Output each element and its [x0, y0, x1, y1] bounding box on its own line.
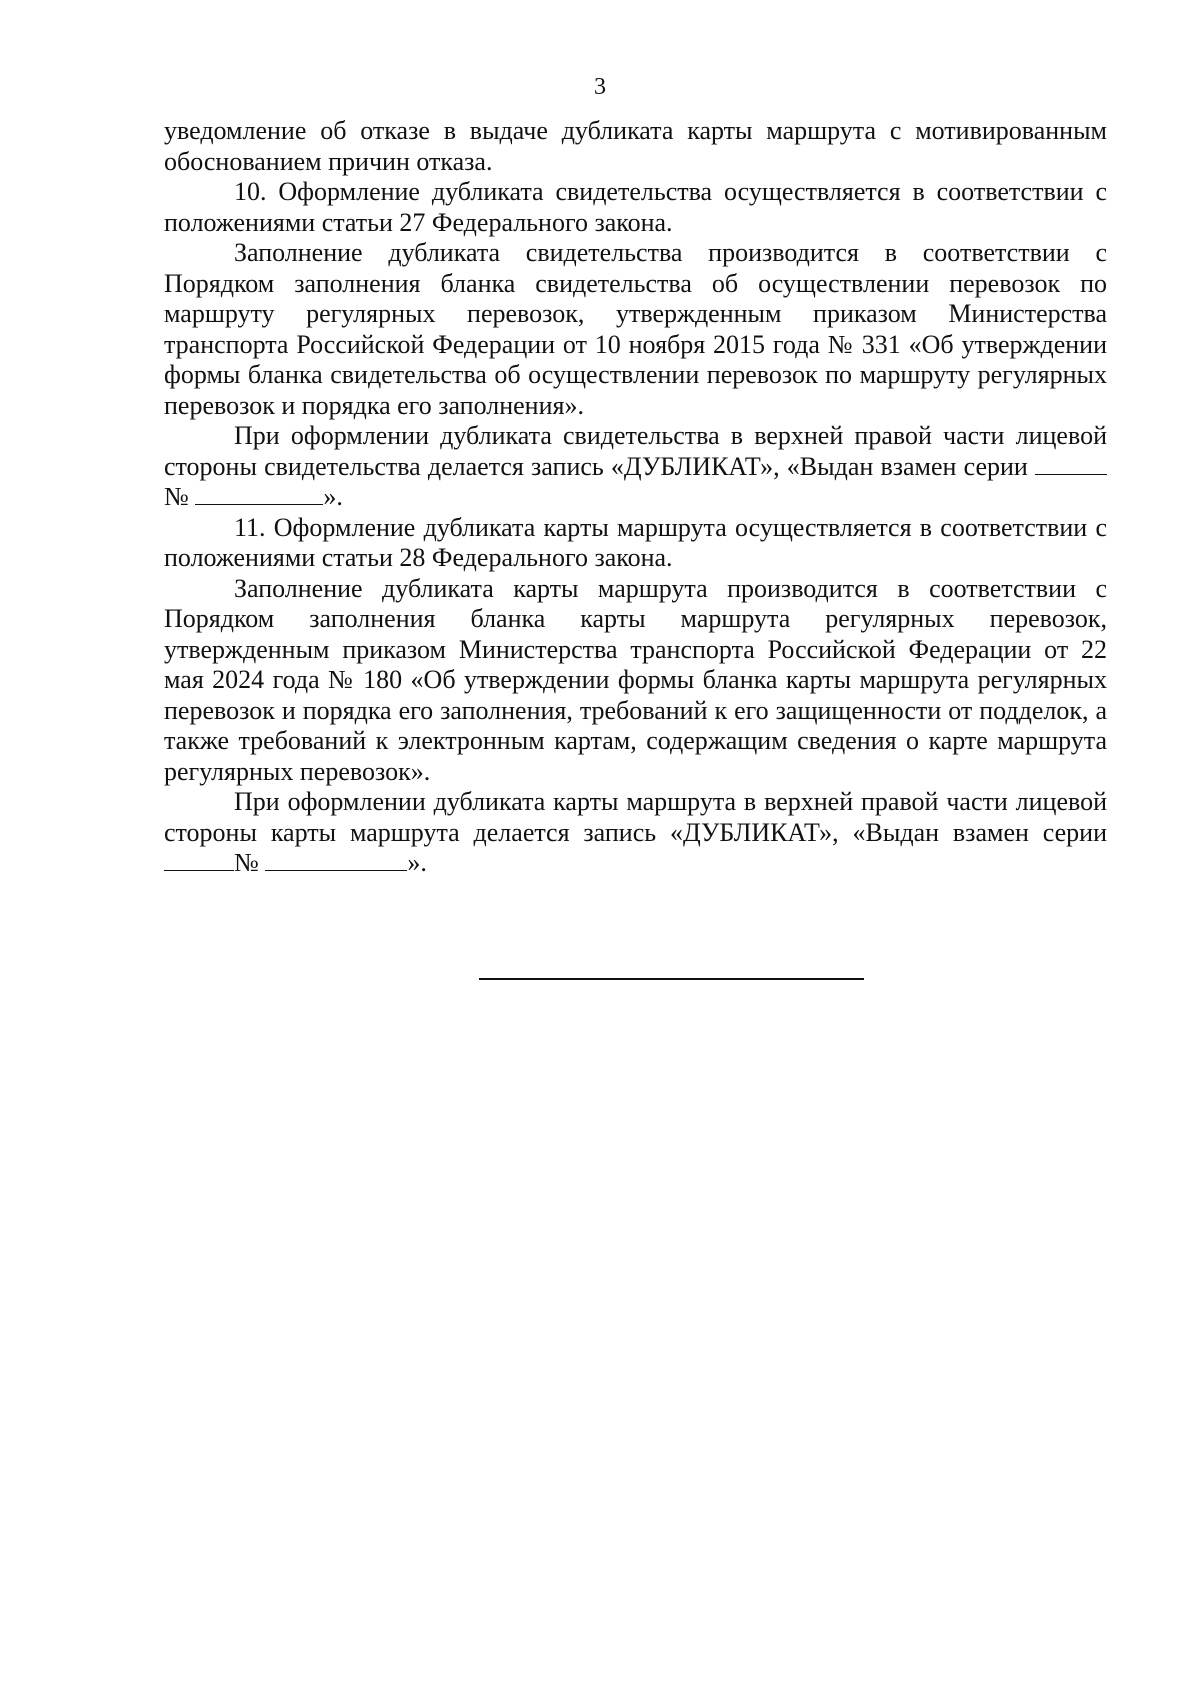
paragraph-item-11: 11. Оформление дубликата карты маршрута осуществляется в соответствии с положениями статьи 28 Федерального закона.	[164, 512, 1107, 572]
number-blank	[265, 848, 407, 871]
paragraph-route-card-duplicate-mark	[164, 787, 1107, 879]
page-number: 3	[594, 74, 606, 100]
document-body	[164, 116, 1107, 879]
closing-quote: ».	[323, 482, 343, 511]
closing-quote: ».	[407, 848, 427, 877]
end-of-document-rule	[479, 978, 864, 980]
paragraph-certificate-filling: Заполнение дубликата свидетельства производится в соответствии с Порядком заполнения бланка свидетельства об осуществлении перевозок по маршруту регулярных перевозок, утвержденным приказом Министерства транспорта Российской Федерации от 10 ноября 2015 года № 331 «Об утверждении формы бланка свидетельства об осуществлении перевозок по маршруту регулярных перевозок и порядка его заполнения».	[164, 238, 1107, 420]
paragraph-item-10: 10. Оформление дубликата свидетельства осуществляется в соответствии с положениями статьи 27 Федерального закона.	[164, 177, 1107, 237]
number-sign: №	[164, 482, 189, 511]
number-blank	[195, 482, 323, 505]
number-sign: №	[234, 848, 259, 877]
route-card-mark-text: При оформлении дубликата карты маршрута в верхней правой части лицевой стороны карты маршрута делается запись «ДУБЛИКАТ», «Выдан взамен серии	[164, 787, 1107, 847]
paragraph-refusal-notice: уведомление об отказе в выдаче дубликата карты маршрута с мотивированным обоснованием причин отказа.	[164, 116, 1107, 176]
paragraph-route-card-filling: Заполнение дубликата карты маршрута производится в соответствии с Порядком заполнения бланка карты маршрута регулярных перевозок, утвержденным приказом Министерства транспорта Российской Федерации от 22 мая 2024 года № 180 «Об утверждении формы бланка карты маршрута регулярных перевозок и порядка его заполнения, требований к его защищенности от подделок, а также требований к электронным картам, содержащим сведения о карте маршрута регулярных перевозок».	[164, 573, 1107, 786]
paragraph-certificate-duplicate-mark	[164, 421, 1107, 513]
certificate-mark-text: При оформлении дубликата свидетельства в верхней правой части лицевой стороны свидетельства делается запись «ДУБЛИКАТ», «Выдан взамен серии	[164, 421, 1107, 481]
series-blank	[1035, 452, 1107, 475]
series-blank	[164, 848, 234, 871]
